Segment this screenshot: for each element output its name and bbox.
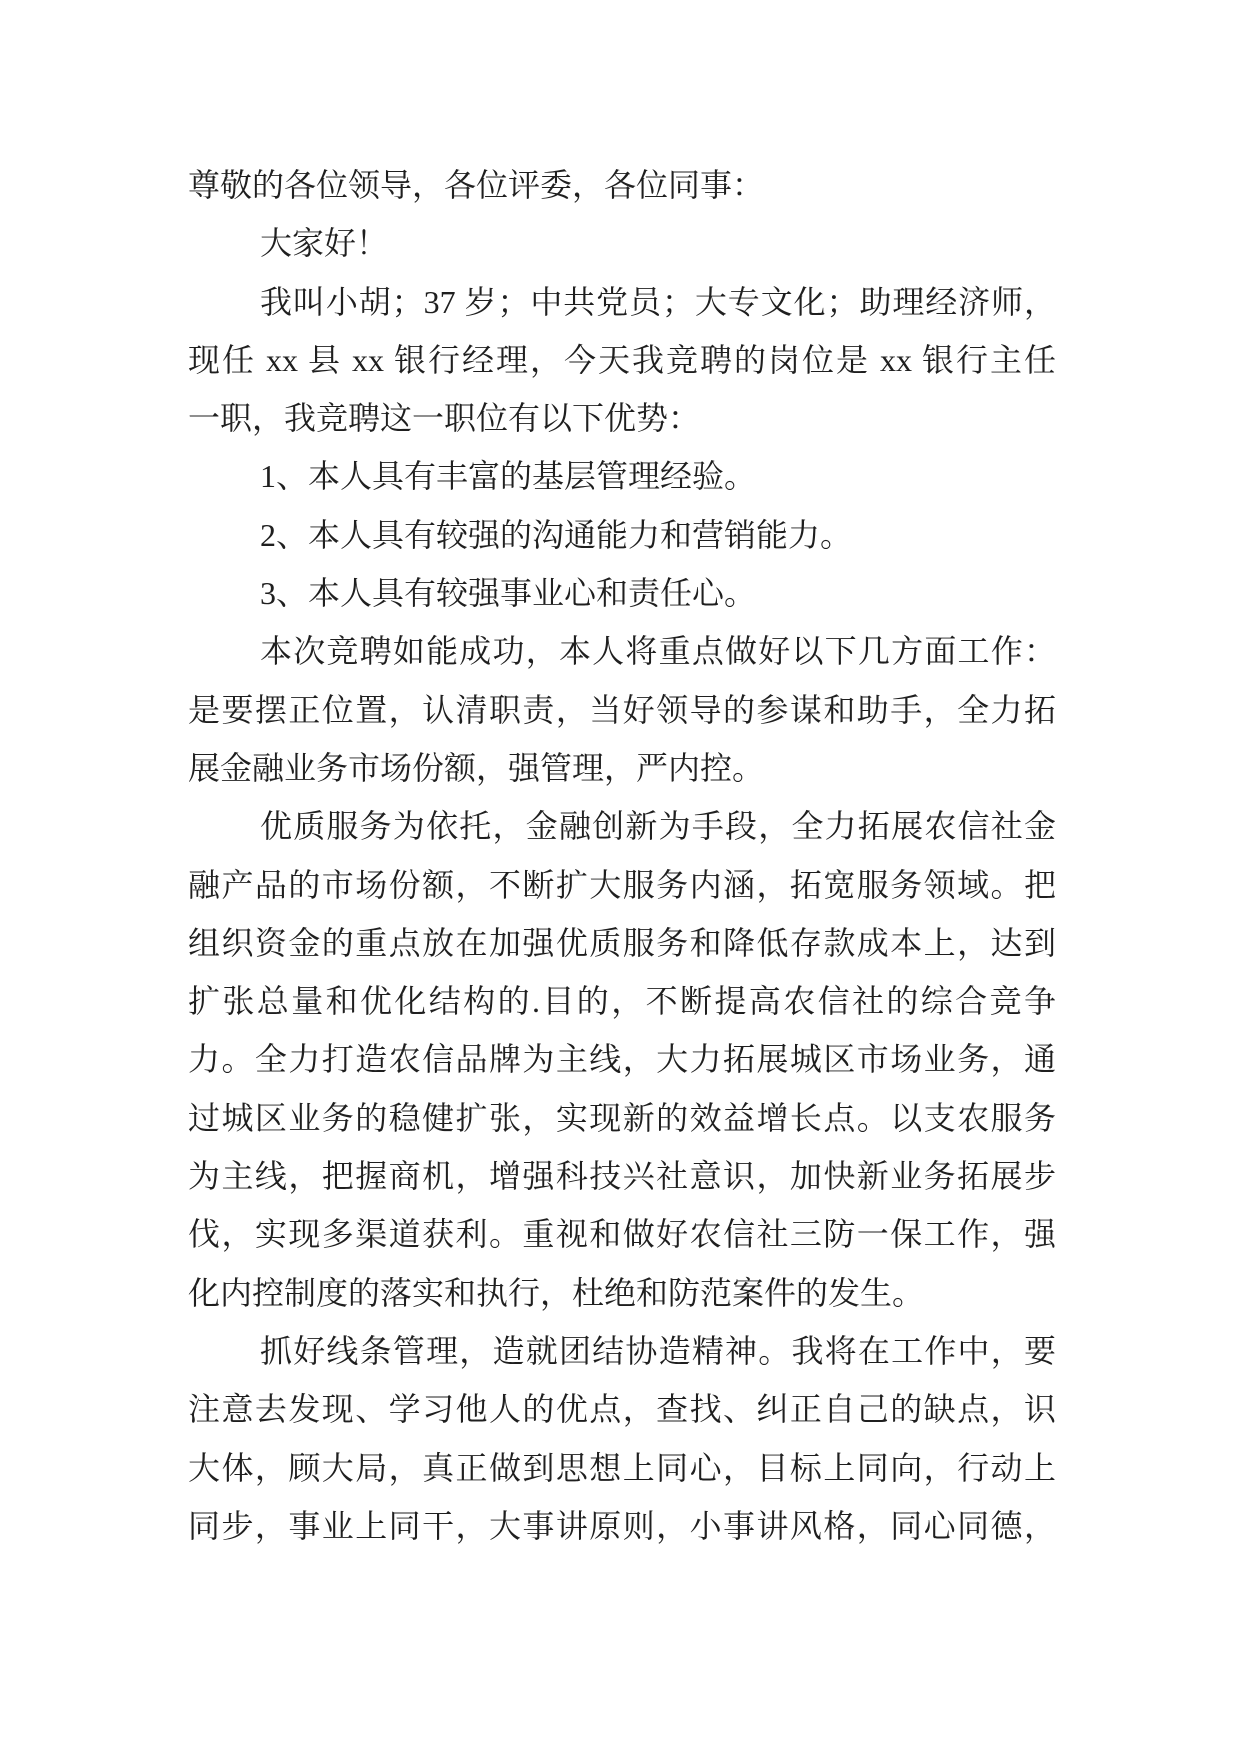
text-line: 大家好！ [260,225,389,262]
text-line: 尊敬的各位领导，各位评委，各位同事： [188,167,765,203]
text-line: 扩张总量和优化结构的.目的，不断提高农信社的综合竞争 [188,983,1056,1020]
text-line: 同步，事业上同干，大事讲原则，小事讲风格，同心同德， [188,1507,1056,1544]
text-line: 组织资金的重点放在加强优质服务和降低存款成本上，达到 [188,924,1056,961]
text-line: 现任 xx 县 xx 银行经理，今天我竞聘的岗位是 xx 银行主任 [188,341,1056,378]
text-line: 本次竞聘如能成功，本人将重点做好以下几方面工作： [260,633,1056,670]
text-line: 注意去发现、学习他人的优点，查找、纠正自己的缺点，识 [188,1391,1056,1428]
text-line: 过城区业务的稳健扩张，实现新的效益增长点。以支农服务 [188,1099,1056,1136]
text-line: 大体，顾大局，真正做到思想上同心，目标上同向，行动上 [188,1449,1056,1486]
text-line: 力。全力打造农信品牌为主线，大力拓展城区市场业务，通 [188,1041,1056,1078]
text-line: 抓好线条管理，造就团结协造精神。我将在工作中，要 [260,1332,1056,1369]
document-body [188,156,1056,1555]
text-line: 优质服务为依托，金融创新为手段，全力拓展农信社金 [260,808,1056,845]
text-line: 3、本人具有较强事业心和责任心。 [260,575,757,612]
text-line: 我叫小胡；37 岁；中共党员；大专文化；助理经济师， [260,283,1056,320]
text-line: 化内控制度的落实和执行，杜绝和防范案件的发生。 [188,1274,925,1311]
text-line: 为主线，把握商机，增强科技兴社意识，加快新业务拓展步 [188,1158,1056,1195]
text-line: 一职，我竞聘这一职位有以下优势： [188,400,701,437]
text-line: 是要摆正位置，认清职责，当好领导的参谋和助手，全力拓 [188,691,1056,728]
text-line: 1、本人具有丰富的基层管理经验。 [260,458,757,495]
text-line: 融产品的市场份额，不断扩大服务内涵，拓宽服务领域。把 [188,866,1056,903]
text-line: 展金融业务市场份额，强管理，严内控。 [188,749,765,786]
text-line: 伐，实现多渠道获利。重视和做好农信社三防一保工作，强 [188,1216,1056,1253]
text-line: 2、本人具有较强的沟通能力和营销能力。 [260,516,853,553]
